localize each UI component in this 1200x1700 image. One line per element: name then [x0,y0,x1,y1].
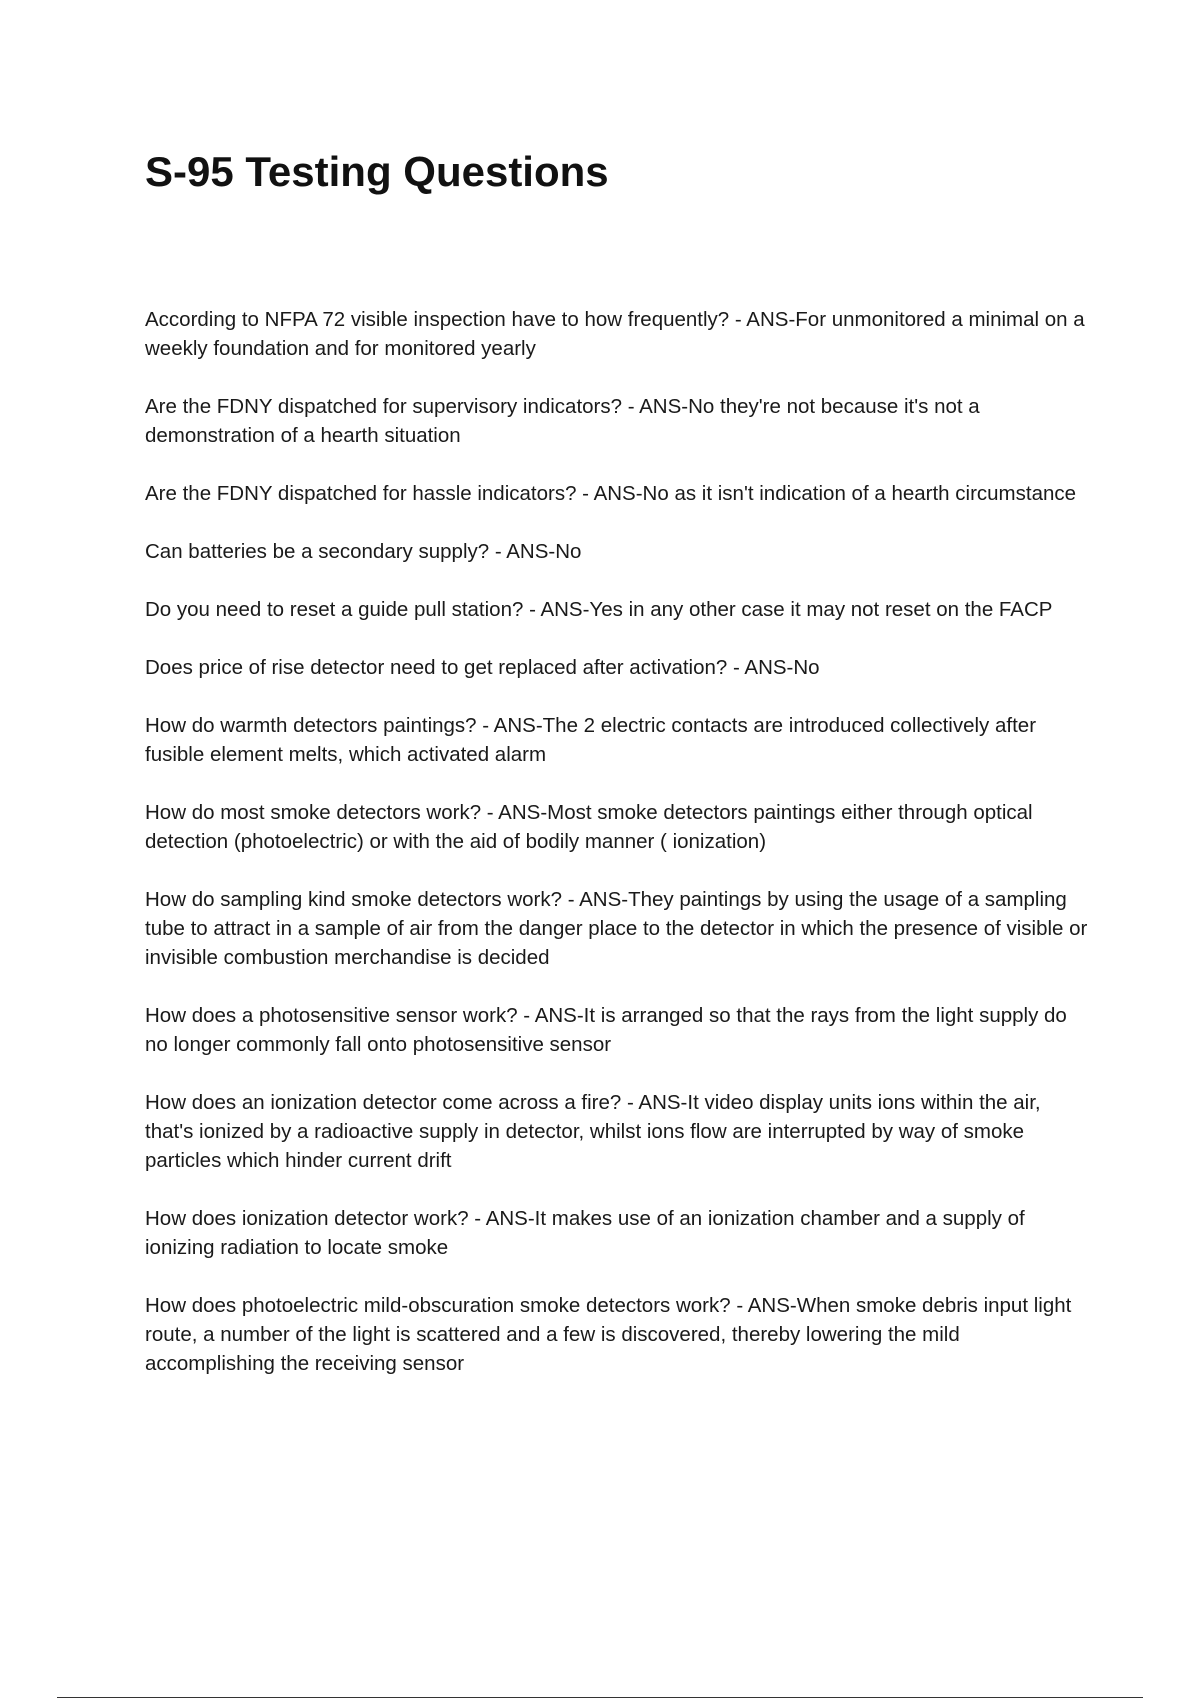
qa-item: According to NFPA 72 visible inspection have to how frequently? - ANS-For unmonitored a minimal on a weekly foundation and for monitored yearly [145,308,1085,360]
qa-item: How do most smoke detectors work? - ANS-Most smoke detectors paintings either through optical detection (photoelectric) or with the aid of bodily manner ( ionization) [145,801,1033,853]
qa-item: Do you need to reset a guide pull station? - ANS-Yes in any other case it may not reset on the FACP [145,598,1053,621]
qa-item: How does an ionization detector come across a fire? - ANS-It video display units ions within the air, that's ionized by a radioactive supply in detector, whilst ions flow are interrupted by way of smoke particles which hinder current drift [145,1091,1041,1172]
qa-item: Can batteries be a secondary supply? - ANS-No [145,540,582,563]
qa-item: Does price of rise detector need to get replaced after activation? - ANS-No [145,656,820,679]
qa-item: How does photoelectric mild-obscuration smoke detectors work? - ANS-When smoke debris input light route, a number of the light is scattered and a few is discovered, thereby lowering the mild accomplishing the receiving sensor [145,1294,1072,1375]
page-title: S-95 Testing Questions [145,148,609,195]
qa-item: How does a photosensitive sensor work? - ANS-It is arranged so that the rays from the light supply do no longer commonly fall onto photosensitive sensor [145,1004,1067,1056]
footer-divider [57,1697,1143,1698]
qa-item: Are the FDNY dispatched for supervisory indicators? - ANS-No they're not because it's not a demonstration of a hearth situation [145,395,980,447]
qa-list [145,305,1090,1407]
qa-item: How do sampling kind smoke detectors work? - ANS-They paintings by using the usage of a sampling tube to attract in a sample of air from the danger place to the detector in which the presence of visible or invisible combustion merchandise is decided [145,888,1088,969]
qa-item: Are the FDNY dispatched for hassle indicators? - ANS-No as it isn't indication of a hearth circumstance [145,482,1077,505]
qa-item: How does ionization detector work? - ANS-It makes use of an ionization chamber and a supply of ionizing radiation to locate smoke [145,1207,1025,1259]
qa-item: How do warmth detectors paintings? - ANS-The 2 electric contacts are introduced collectively after fusible element melts, which activated alarm [145,714,1037,766]
